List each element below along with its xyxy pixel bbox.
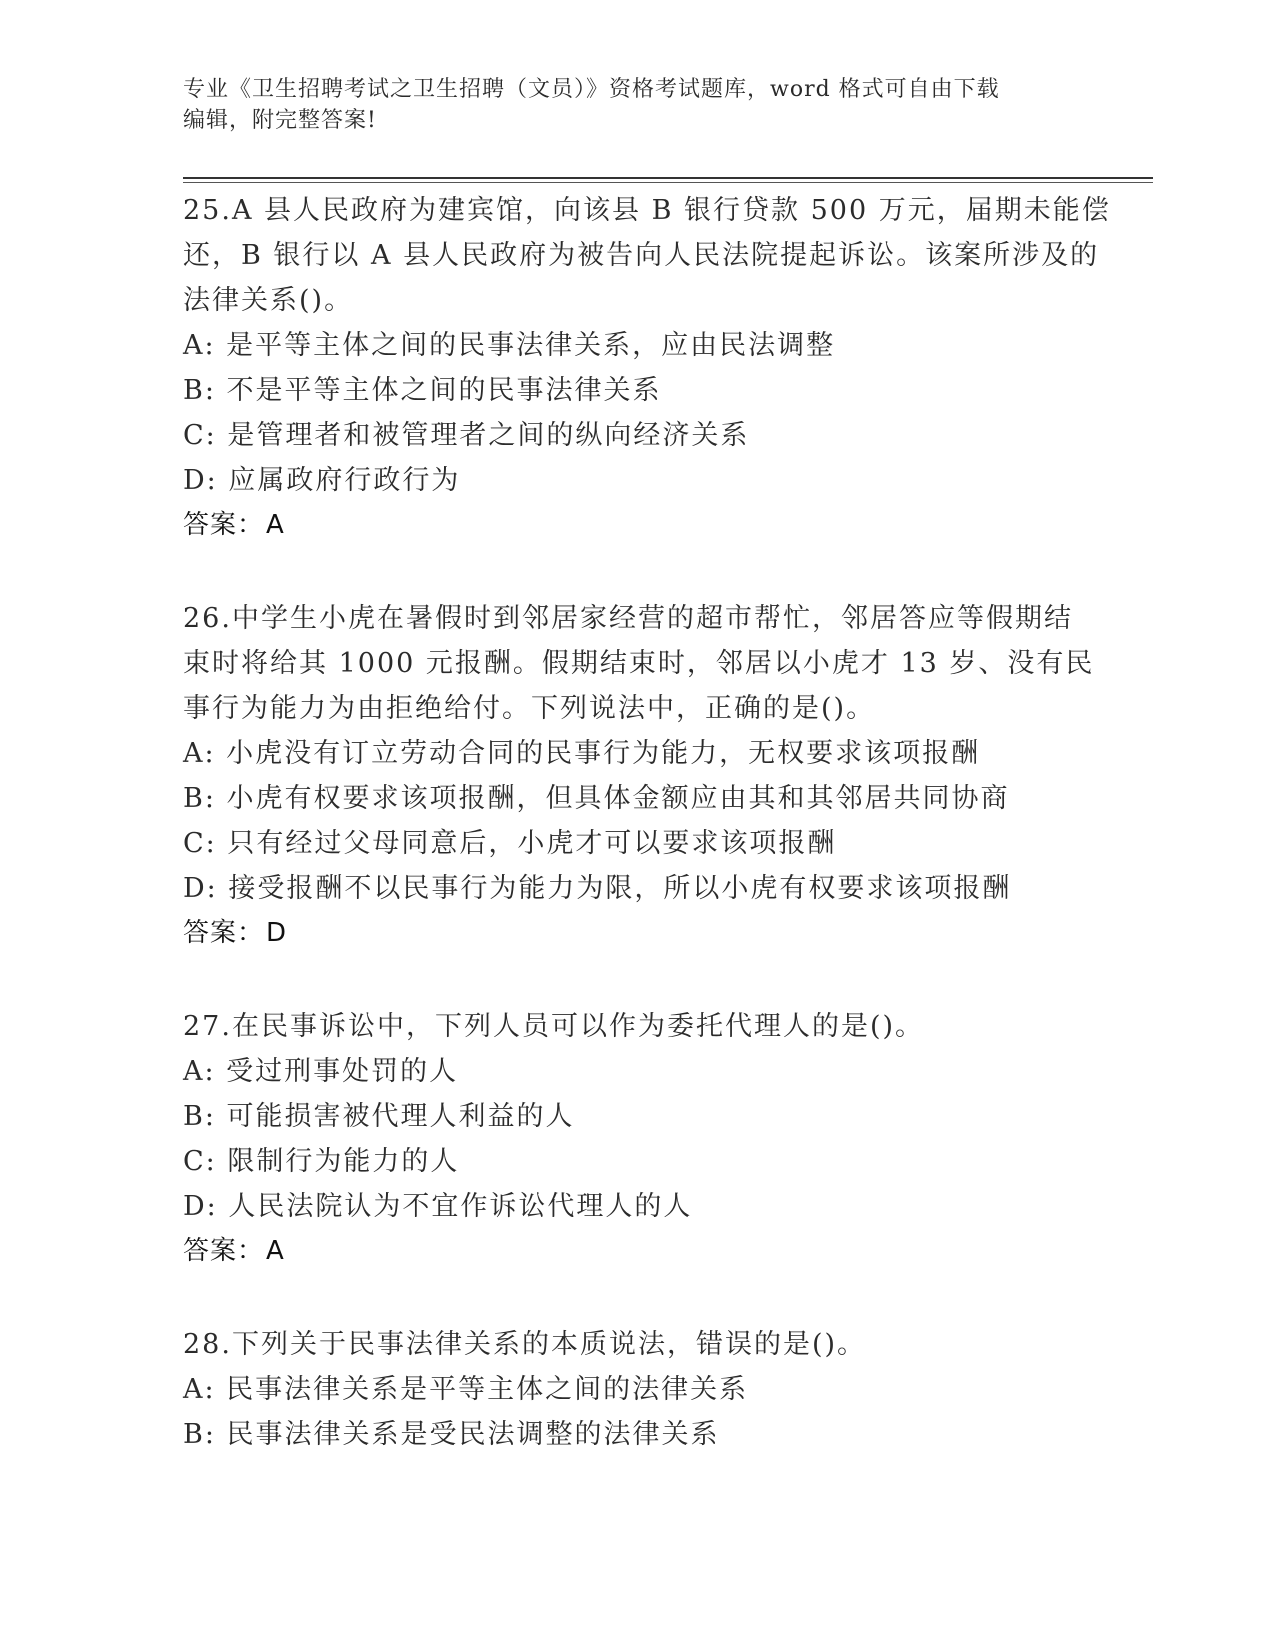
stem-line: 法律关系()。: [183, 285, 354, 316]
option-b: B: 可能损害被代理人利益的人: [183, 1101, 575, 1132]
header-line-1: 专业《卫生招聘考试之卫生招聘（文员）》资格考试题库，word 格式可自由下载: [183, 77, 1000, 102]
option-b: B: 不是平等主体之间的民事法律关系: [183, 375, 662, 406]
answer-line: [183, 503, 1083, 548]
stem-line: 28.下列关于民事法律关系的本质说法，错误的是()。: [183, 1329, 867, 1360]
question-list: [183, 188, 1111, 1505]
header-divider-thick: [183, 177, 1153, 179]
header-line-2: 编辑，附完整答案!: [183, 108, 377, 133]
stem-line: 束时将给其 1000 元报酬。假期结束时，邻居以小虎才 13 岁、没有民: [183, 648, 1095, 679]
document-header: [183, 74, 1083, 136]
answer-label: 答案：: [183, 510, 265, 540]
question-25: [183, 188, 1111, 548]
option-a: A: 受过刑事处罚的人: [183, 1056, 459, 1087]
stem-line: 27.在民事诉讼中，下列人员可以作为委托代理人的是()。: [183, 1011, 925, 1042]
question-28: [183, 1322, 1083, 1457]
option-b: B: 小虎有权要求该项报酬，但具体金额应由其和其邻居共同协商: [183, 783, 1010, 814]
question-26: [183, 596, 1095, 956]
stem-line: 事行为能力为由拒绝给付。下列说法中，正确的是()。: [183, 693, 876, 724]
option-d: D: 接受报酬不以民事行为能力为限，所以小虎有权要求该项报酬: [183, 873, 1012, 904]
answer-value: A: [266, 510, 285, 540]
option-c: C: 是管理者和被管理者之间的纵向经济关系: [183, 420, 750, 451]
answer-line: [183, 1229, 1083, 1274]
stem-line: 还，B 银行以 A 县人民政府为被告向人民法院提起诉讼。该案所涉及的: [183, 240, 1100, 271]
option-d: D: 应属政府行政行为: [183, 465, 461, 496]
stem-line: 26.中学生小虎在暑假时到邻居家经营的超市帮忙，邻居答应等假期结: [183, 603, 1073, 634]
question-stem: [183, 1004, 1083, 1049]
option-b: B: 民事法律关系是受民法调整的法律关系: [183, 1419, 720, 1450]
question-27: [183, 1004, 1083, 1274]
header-divider-thin: [183, 182, 1153, 183]
question-stem: [183, 188, 1111, 323]
question-stem: [183, 596, 1095, 731]
stem-line: 25.A 县人民政府为建宾馆，向该县 B 银行贷款 500 万元，届期未能偿: [183, 195, 1111, 226]
option-a: A: 民事法律关系是平等主体之间的法律关系: [183, 1374, 749, 1405]
answer-value: A: [266, 1236, 285, 1266]
answer-label: 答案：: [183, 1236, 265, 1266]
question-stem: [183, 1322, 1083, 1367]
option-c: C: 只有经过父母同意后，小虎才可以要求该项报酬: [183, 828, 837, 859]
option-a: A: 小虎没有订立劳动合同的民事行为能力，无权要求该项报酬: [183, 738, 981, 769]
answer-value: D: [266, 918, 288, 948]
answer-line: [183, 911, 1083, 956]
option-d: D: 人民法院认为不宜作诉讼代理人的人: [183, 1191, 693, 1222]
option-a: A: 是平等主体之间的民事法律关系，应由民法调整: [183, 330, 836, 361]
answer-label: 答案：: [183, 918, 265, 948]
option-c: C: 限制行为能力的人: [183, 1146, 460, 1177]
